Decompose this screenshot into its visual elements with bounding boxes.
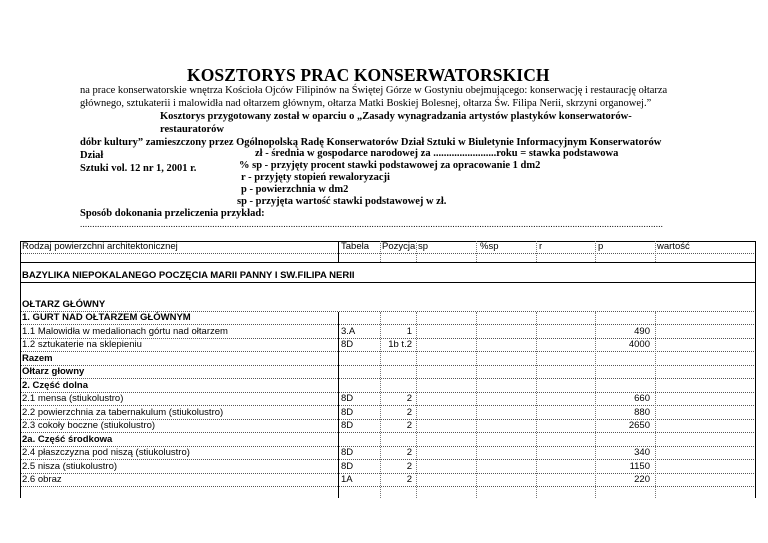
row-p: 220 (634, 474, 650, 485)
dotted-fill-line: .............................................................................................................................................................................................................................................. (80, 219, 664, 229)
row-tabela: 8D (341, 420, 354, 431)
col-divider (416, 241, 417, 262)
document-title: KOSZTORYS PRAC KONSERWATORSKICH (187, 65, 550, 85)
row-tabela: 8D (341, 393, 354, 404)
row-label: Ołtarz głowny (22, 366, 85, 377)
col-divider (536, 241, 537, 262)
row-tabela: 8D (341, 460, 354, 472)
method-label: Sposób dokonania przeliczenia przykład: (80, 208, 265, 219)
row-label: 2.2 powierzchnia za tabernakulum (stiukolustro) (22, 406, 224, 418)
table-row (20, 380, 756, 393)
row-label: 2. Część dolna (22, 379, 88, 391)
row-p: 2650 (628, 420, 650, 431)
row-label: 2.3 cokoły boczne (stiukolustro) (22, 420, 156, 431)
table-row (20, 434, 756, 447)
table-right-border (755, 241, 756, 498)
col-divider (338, 241, 339, 262)
row-label: 1.1 Malowidła w medalionach górtu nad ołtarzem (22, 325, 228, 337)
col-divider (380, 312, 381, 498)
row-tabela: 1A (341, 474, 353, 485)
group-title: OŁTARZ GŁÓWNY (22, 299, 106, 310)
row-label: Razem (22, 352, 53, 364)
header-wartosc: wartość (657, 241, 690, 252)
table-row (20, 366, 756, 379)
row-tabela: 3.A (341, 325, 356, 337)
table-row (20, 393, 756, 406)
row-p: 340 (634, 447, 650, 458)
table-row (20, 339, 756, 352)
table-header-row (20, 241, 756, 254)
intro-line: głównego, sztukaterii i malowidła nad ołtarzem głównym, ołtarza Matki Boskiej Bolesnej, ołtarza Św. Filipa Nerii, skrzyni organowej.” (80, 98, 652, 109)
row-p: 490 (634, 325, 650, 337)
table-row (20, 407, 756, 420)
legend-item: r - przyjęty stopień rewaloryzacji (241, 172, 390, 183)
header-p: p (598, 241, 604, 252)
group-row (20, 284, 756, 312)
table-left-border (20, 241, 21, 498)
basis-line: Kosztorys przygotowany został w oparciu o „Zasady wynagradzania artystów plastyków konserwatorów-restauratorów (160, 111, 632, 135)
col-divider (655, 241, 656, 262)
row-pozycja: 2 (406, 460, 412, 472)
row-pozycja: 2 (406, 420, 412, 431)
row-pozycja: 1 (406, 325, 412, 337)
legend-item: sp - przyjęta wartość stawki podstawowej w zł. (237, 196, 447, 207)
intro-paragraph (80, 84, 680, 110)
basis-line: dóbr kultury” zamieszczony przez Ogólnopolską Radę Konserwatorów Dział Sztuki w Biuletynie Informacyjnym Konserwatorów Dział (80, 137, 662, 161)
row-label: 2a. Część środkowa (22, 433, 113, 445)
row-tabela: 8D (341, 406, 354, 418)
row-label: 2.4 płaszczyzna pod niszą (stiukolustro) (22, 447, 190, 458)
col-divider (380, 241, 381, 262)
col-divider (655, 312, 656, 498)
header-procent-sp: %sp (480, 241, 499, 252)
row-p: 880 (634, 406, 650, 418)
row-pozycja: 2 (406, 447, 412, 458)
section-bottom-border (20, 282, 756, 283)
table-row (20, 326, 756, 339)
row-label: 1.2 sztukaterie na sklepieniu (22, 339, 142, 350)
row-label: 2.1 mensa (stiukolustro) (22, 393, 124, 404)
col-divider (338, 312, 339, 498)
table-row (20, 474, 756, 487)
col-divider (416, 312, 417, 498)
header-rodzaj: Rodzaj powierzchni architektonicznej (22, 241, 178, 252)
header-pozycja: Pozycja (382, 241, 416, 252)
table-row (20, 353, 756, 366)
header-sp: sp (418, 241, 429, 252)
intro-line: na prace konserwatorskie wnętrza Kościoła Ojców Filipinów na Świętej Górze w Gostyniu obejmującego: konserwację i restaurację ołtarza (80, 85, 668, 96)
table-row (20, 312, 756, 325)
col-divider (595, 241, 596, 262)
legend-item: zł - średnia w gospodarce narodowej za ........................roku = stawka podstawowa (255, 148, 619, 159)
col-divider (536, 312, 537, 498)
section-row (20, 262, 756, 282)
col-divider (476, 312, 477, 498)
table-row (20, 461, 756, 474)
table-row (20, 420, 756, 433)
table-top-border (20, 241, 756, 242)
legend-item: p - powierzchnia w dm2 (241, 184, 349, 195)
table-row (20, 447, 756, 460)
row-p: 660 (634, 393, 650, 404)
row-pozycja: 2 (406, 474, 412, 485)
header-r: r (539, 241, 543, 252)
header-bottom-border (20, 262, 756, 263)
header-tabela: Tabela (341, 241, 369, 252)
row-label: 2.6 obraz (22, 474, 62, 485)
row-tabela: 8D (341, 447, 354, 458)
row-pozycja: 2 (406, 406, 412, 418)
row-label: 1. GURT NAD OŁTARZEM GŁÓWNYM (22, 312, 191, 323)
row-pozycja: 2 (406, 393, 412, 404)
legend-item: % sp - przyjęty procent stawki podstawowej za opracowanie 1 dm2 (239, 160, 541, 171)
col-divider (476, 241, 477, 262)
basis-line: Sztuki vol. 12 nr 1, 2001 r. (80, 163, 197, 174)
row-label: 2.5 nisza (stiukolustro) (22, 460, 118, 472)
row-p: 1150 (629, 460, 650, 472)
row-pozycja: 1b t.2 (388, 339, 412, 350)
col-divider (595, 312, 596, 498)
section-title: BAZYLIKA NIEPOKALANEGO POCZĘCIA MARII PANNY I SW.FILIPA NERII (22, 270, 355, 281)
row-tabela: 8D (341, 339, 354, 350)
row-p: 4000 (628, 339, 650, 350)
